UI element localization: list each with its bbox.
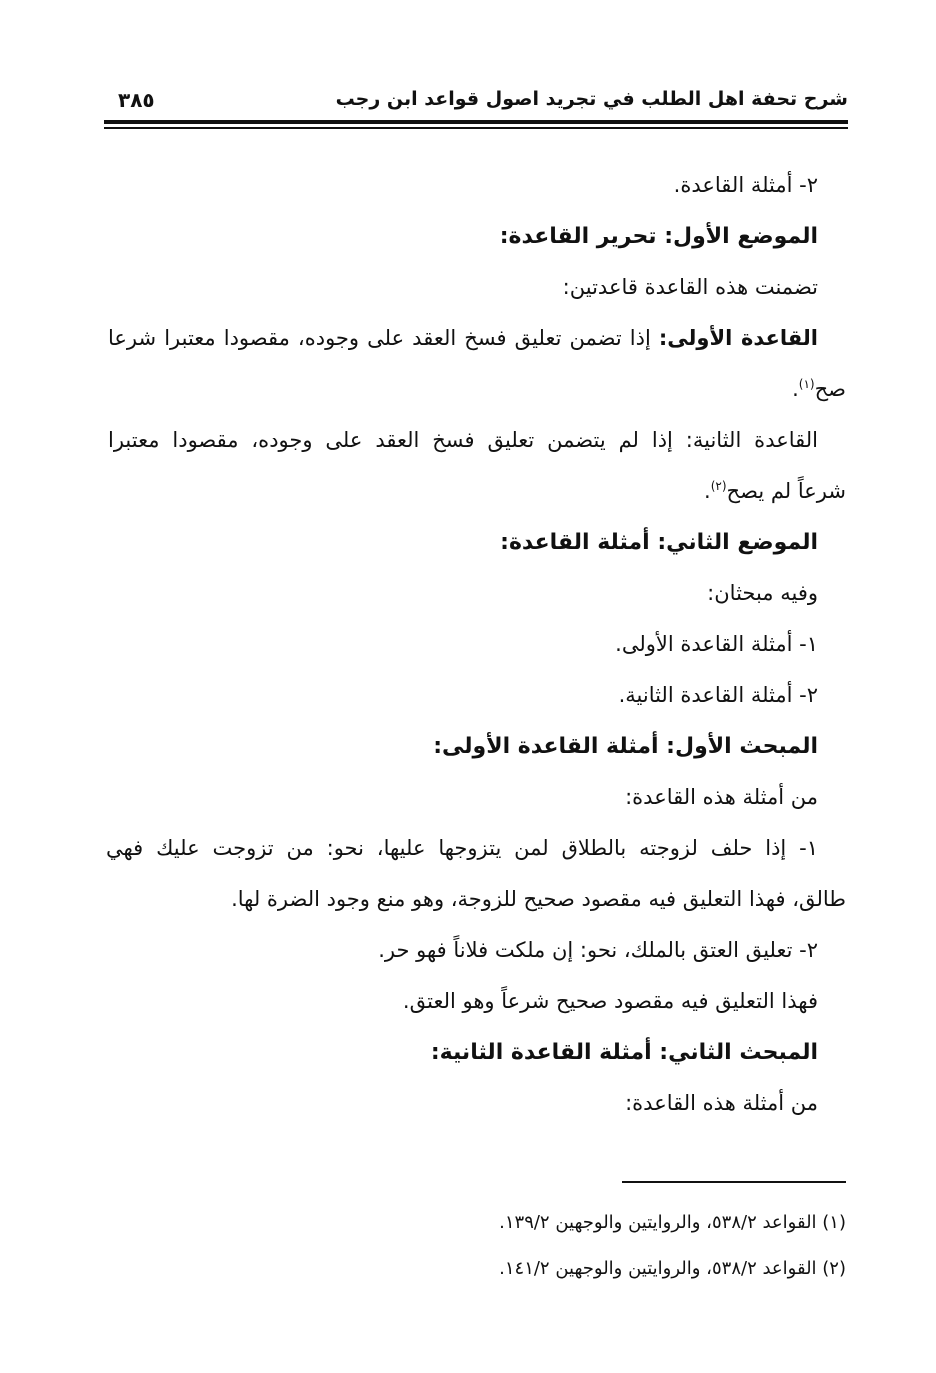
paragraph-line [108, 364, 846, 415]
rule-text-end: صح [814, 377, 846, 401]
page-number: ٣٨٥ [118, 88, 155, 112]
footnotes [300, 1200, 846, 1292]
paragraph-line [108, 313, 818, 364]
rule-label: القاعدة الأولى: [658, 326, 818, 350]
sentence-end: . [704, 479, 711, 503]
rule-text: إذا تضمن تعليق فسخ العقد على وجوده، مقصودا معتبرا شرعا [108, 326, 651, 350]
paragraph-line: تضمنت هذه القاعدة قاعدتين: [562, 275, 818, 299]
sentence-end: . [792, 377, 799, 401]
header-rule-thin [104, 127, 848, 129]
paragraph-line: وفيه مبحثان: [707, 581, 818, 605]
paragraph-line: من أمثلة هذه القاعدة: [625, 785, 818, 809]
list-item: ١- أمثلة القاعدة الأولى. [615, 632, 818, 656]
list-item: ٢- أمثلة القاعدة الثانية. [618, 683, 818, 707]
running-title: شرح تحفة اهل الطلب في تجريد اصول قواعد ابن رجب [335, 88, 848, 110]
page-header [104, 86, 848, 122]
paragraph-line: القاعدة الثانية: إذا لم يتضمن تعليق فسخ العقد على وجوده، مقصودا معتبرا [108, 428, 818, 452]
section-heading: الموضع الثاني: أمثلة القاعدة: [500, 530, 818, 555]
footnote-marker: (١) [798, 377, 815, 391]
list-item: ١- إذا حلف لزوجته بالطلاق لمن يتزوجها عليها، نحو: من تزوجت عليك فهي [106, 836, 818, 860]
paragraph-line: طالق، فهذا التعليق فيه مقصود صحيح للزوجة، وهو منع وجود الضرة لها. [231, 887, 846, 911]
section-heading: المبحث الأول: أمثلة القاعدة الأولى: [433, 734, 818, 759]
paragraph-line: من أمثلة هذه القاعدة: [625, 1091, 818, 1115]
footnote: (٢) القواعد ٥٣٨/٢، والروايتين والوجهين ١٤١/٢. [499, 1258, 846, 1279]
header-rule-thick [104, 120, 848, 124]
list-item: ٢- أمثلة القاعدة. [673, 173, 818, 197]
footnote-marker: (٢) [710, 479, 727, 493]
paragraph-line [108, 466, 846, 517]
section-heading: الموضع الأول: تحرير القاعدة: [499, 224, 818, 249]
paragraph-line: فهذا التعليق فيه مقصود صحيح شرعاً وهو العتق. [402, 989, 818, 1013]
section-heading: المبحث الثاني: أمثلة القاعدة الثانية: [430, 1040, 818, 1065]
main-text [106, 160, 846, 1129]
footnote-separator [622, 1181, 846, 1183]
list-item: ٢- تعليق العتق بالملك، نحو: إن ملكت فلاناً فهو حر. [378, 938, 818, 962]
rule-text-end: شرعاً لم يصح [726, 479, 846, 503]
footnote: (١) القواعد ٥٣٨/٢، والروايتين والوجهين ١٣٩/٢. [499, 1212, 846, 1233]
